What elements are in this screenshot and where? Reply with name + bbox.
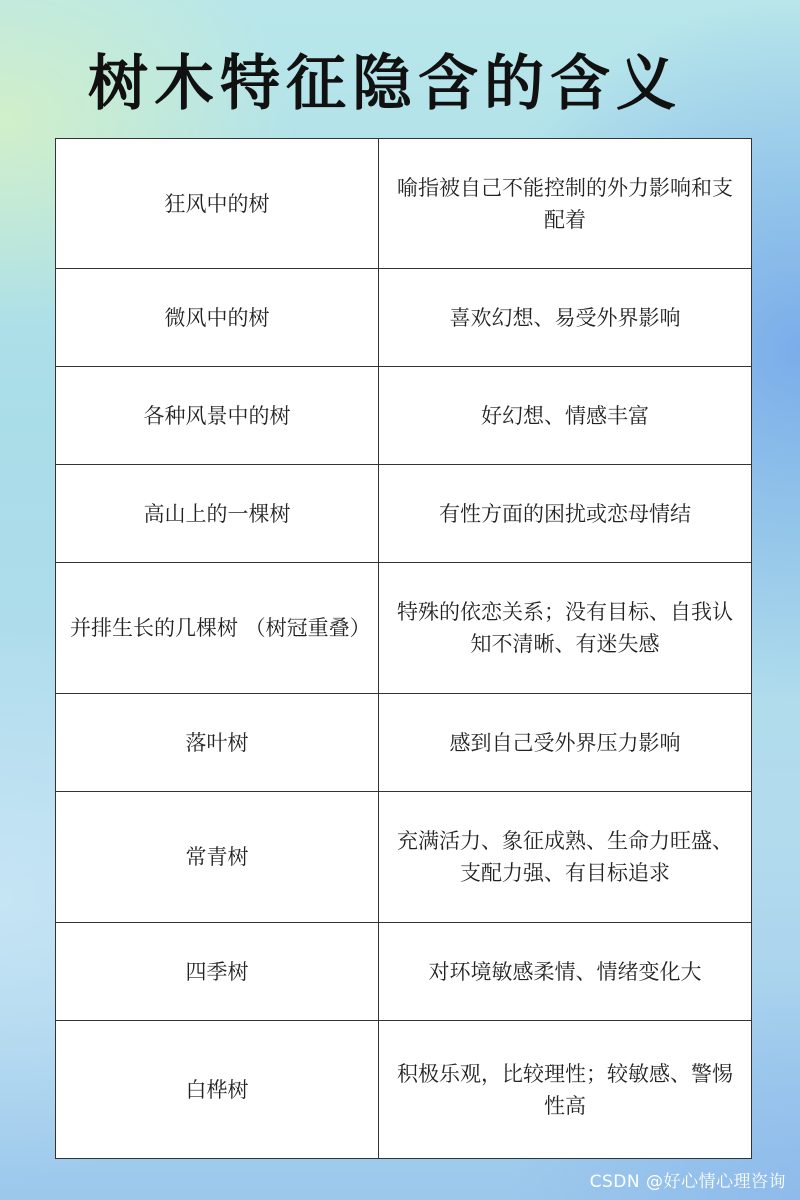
meaning-cell: 感到自己受外界压力影响: [379, 694, 752, 792]
tree-cell: 并排生长的几棵树 （树冠重叠）: [56, 563, 379, 694]
meaning-cell: 对环境敏感柔情、情绪变化大: [379, 923, 752, 1021]
tree-cell: 白桦树: [56, 1021, 379, 1159]
page-title: 树木特征隐含的含义: [88, 49, 682, 119]
tree-cell: 微风中的树: [56, 269, 379, 367]
tree-meaning-table: [55, 138, 752, 1159]
table-row: [56, 792, 752, 923]
tree-cell: 四季树: [56, 923, 379, 1021]
tree-cell: 落叶树: [56, 694, 379, 792]
meaning-cell: 喜欢幻想、易受外界影响: [379, 269, 752, 367]
table-row: [56, 139, 752, 269]
table-row: [56, 269, 752, 367]
tree-cell: 各种风景中的树: [56, 367, 379, 465]
table-row: [56, 563, 752, 694]
csdn-watermark: CSDN @好心情心理咨询: [589, 1172, 786, 1192]
meaning-cell: 特殊的依恋关系；没有目标、自我认知不清晰、有迷失感: [379, 563, 752, 694]
table-row: [56, 694, 752, 792]
table-row: [56, 367, 752, 465]
table-row: [56, 465, 752, 563]
tree-cell: 高山上的一棵树: [56, 465, 379, 563]
meaning-cell: 有性方面的困扰或恋母情结: [379, 465, 752, 563]
meaning-cell: 积极乐观，比较理性；较敏感、警惕性高: [379, 1021, 752, 1159]
meaning-cell: 充满活力、象征成熟、生命力旺盛、支配力强、有目标追求: [379, 792, 752, 923]
table-row: [56, 923, 752, 1021]
table-row: [56, 1021, 752, 1159]
tree-cell: 狂风中的树: [56, 139, 379, 269]
tree-cell: 常青树: [56, 792, 379, 923]
meaning-cell: 好幻想、情感丰富: [379, 367, 752, 465]
meaning-cell: 喻指被自己不能控制的外力影响和支配着: [379, 139, 752, 269]
